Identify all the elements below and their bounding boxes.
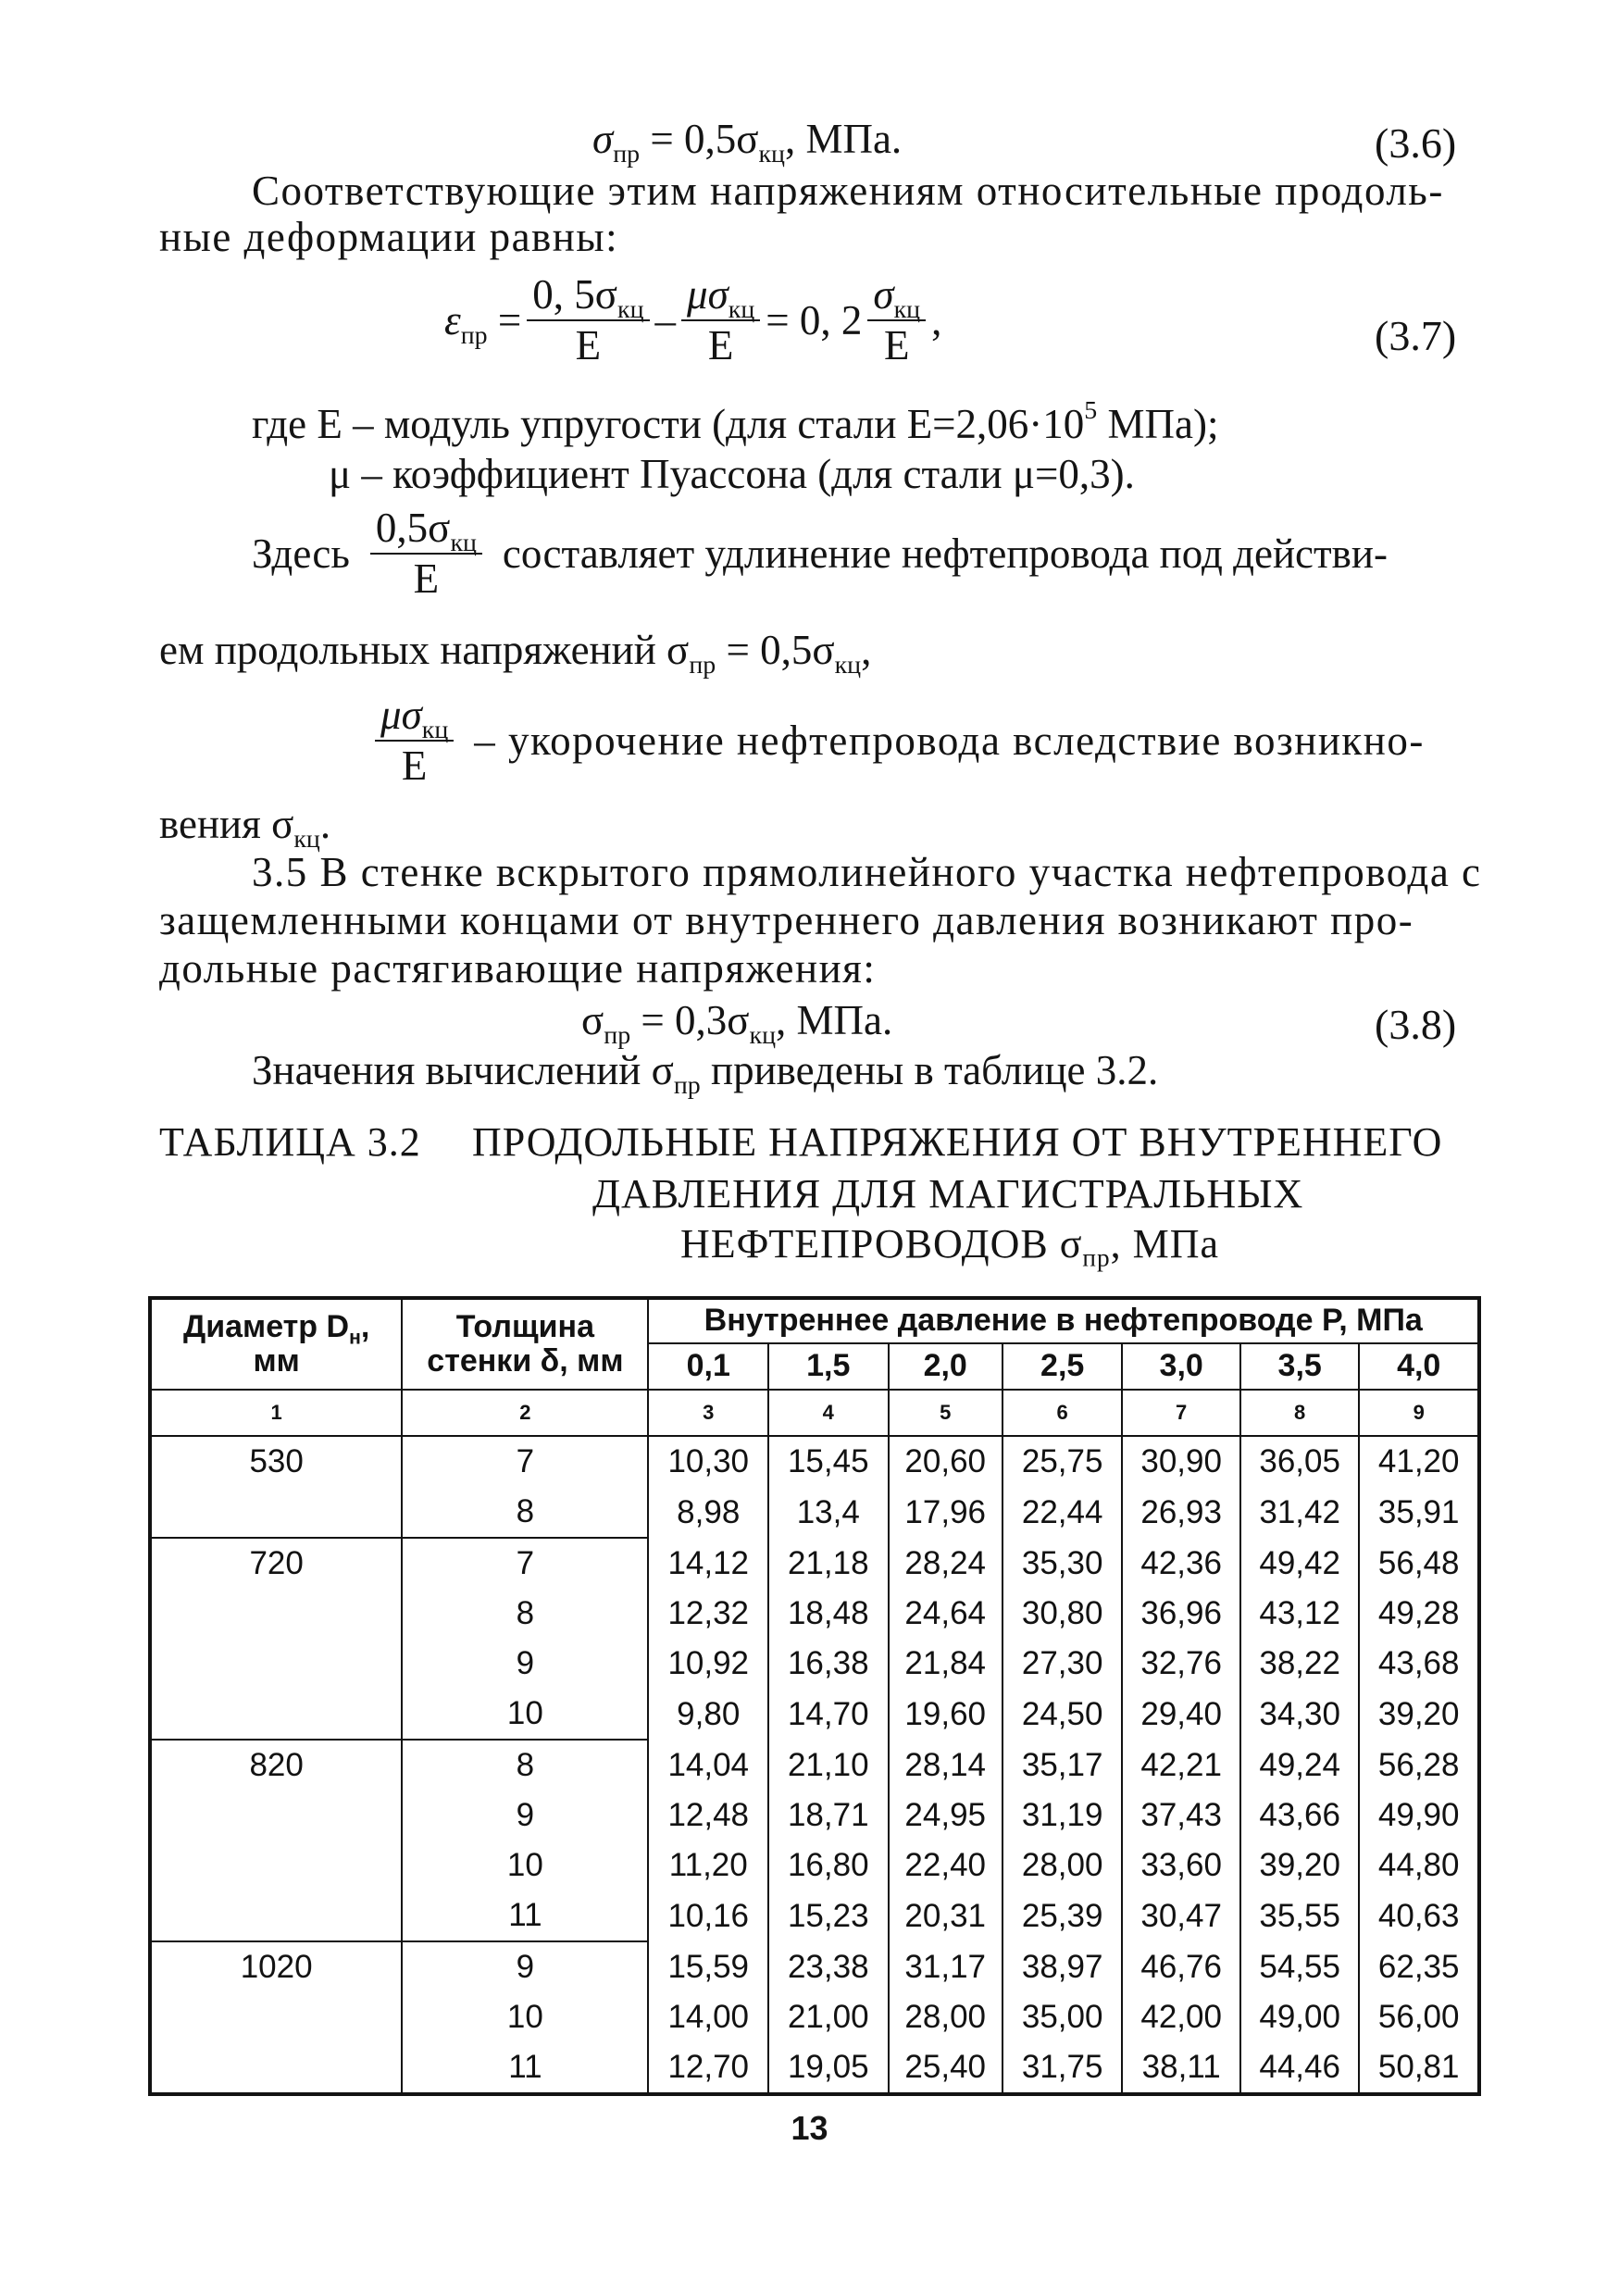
table-row (150, 1639, 1479, 1689)
cell-stress-value: 12,70 (648, 2042, 768, 2094)
cell-stress-value: 56,00 (1359, 1992, 1479, 2042)
subscript: пр (673, 1070, 701, 1100)
paragraph-text: , (861, 627, 872, 673)
definition-mu: μ – коэффициент Пуассона (для стали μ=0,3). (329, 451, 1135, 497)
cell-stress-value: 12,32 (648, 1589, 768, 1639)
cell-stress-value: 46,76 (1122, 1941, 1239, 1992)
header-diameter (150, 1298, 402, 1390)
cell-stress-value: 31,17 (889, 1941, 1003, 1992)
subscript: пр (689, 650, 716, 680)
subscript: н (349, 1326, 361, 1348)
cell-stress-value: 43,12 (1240, 1589, 1360, 1639)
cell-stress-value: 28,24 (889, 1538, 1003, 1589)
cell-wall-thickness: 11 (402, 1890, 648, 1941)
cell-wall-thickness: 8 (402, 1589, 648, 1639)
cell-stress-value: 35,30 (1003, 1538, 1123, 1589)
paragraph-line: дольные растягивающие напряжения: (159, 945, 877, 992)
cell-stress-value: 22,44 (1003, 1487, 1123, 1538)
cell-stress-value: 25,40 (889, 2042, 1003, 2094)
cell-diameter (150, 1992, 402, 2042)
cell-stress-value: 11,20 (648, 1841, 768, 1890)
header-pressure-value: 4,0 (1359, 1343, 1479, 1390)
cell-stress-value: 24,95 (889, 1791, 1003, 1841)
paragraph-word: Здесь (252, 530, 350, 577)
table-row (150, 1538, 1479, 1589)
cell-stress-value: 21,84 (889, 1639, 1003, 1689)
cell-stress-value: 14,12 (648, 1538, 768, 1589)
subscript: кц (758, 139, 785, 168)
zdes-line (252, 507, 1388, 600)
epsilon-symbol: ε (444, 296, 461, 343)
cell-wall-thickness: 7 (402, 1538, 648, 1589)
cell-wall-thickness: 9 (402, 1791, 648, 1841)
cell-stress-value: 39,20 (1240, 1841, 1360, 1890)
cell-stress-value: 30,47 (1122, 1890, 1239, 1941)
equation-3-8 (581, 997, 893, 1050)
paragraph-line: 3.5 В стенке вскрытого прямолинейного участка нефтепровода с (252, 849, 1482, 895)
cell-stress-value: 23,38 (768, 1941, 889, 1992)
column-number: 7 (1122, 1390, 1239, 1436)
column-number: 8 (1240, 1390, 1360, 1436)
cell-diameter (150, 2042, 402, 2094)
table-row (150, 1841, 1479, 1890)
fraction-denominator: E (575, 322, 602, 368)
fraction-numerator: 0,5σ (375, 505, 451, 551)
cell-stress-value: 35,91 (1359, 1487, 1479, 1538)
subscript: кц (293, 824, 320, 854)
paragraph-text: . (319, 801, 331, 847)
cell-stress-value: 42,36 (1122, 1538, 1239, 1589)
cell-stress-value: 26,93 (1122, 1487, 1239, 1538)
cell-stress-value: 35,17 (1003, 1740, 1123, 1791)
cell-stress-value: 16,80 (768, 1841, 889, 1890)
cell-diameter (150, 1689, 402, 1740)
cell-stress-value: 25,75 (1003, 1436, 1123, 1487)
cell-stress-value: 20,31 (889, 1890, 1003, 1941)
cell-wall-thickness: 8 (402, 1740, 648, 1791)
cell-stress-value: 21,10 (768, 1740, 889, 1791)
cell-stress-value: 44,80 (1359, 1841, 1479, 1890)
header-text: Толщина (455, 1308, 594, 1344)
equation-text: = 0,3σ (630, 997, 750, 1043)
fraction-denominator: E (401, 742, 428, 789)
stress-table (148, 1296, 1481, 2096)
cell-stress-value: 49,24 (1240, 1740, 1360, 1791)
paragraph-line (252, 1047, 1159, 1100)
cell-stress-value: 27,30 (1003, 1639, 1123, 1689)
cell-stress-value: 21,18 (768, 1538, 889, 1589)
paragraph-line: ные деформации равны: (159, 214, 619, 260)
table-caption-line (680, 1220, 1220, 1272)
fraction (681, 271, 760, 368)
cell-stress-value: 25,39 (1003, 1890, 1123, 1941)
equation-3-6 (592, 116, 903, 168)
cell-stress-value: 30,80 (1003, 1589, 1123, 1639)
cell-stress-value: 33,60 (1122, 1841, 1239, 1890)
caption-text: НЕФТЕПРОВОДОВ σ (680, 1221, 1083, 1267)
cell-stress-value: 50,81 (1359, 2042, 1479, 2094)
fraction-numerator: σ (873, 271, 894, 318)
paragraph-line (159, 801, 331, 854)
equation-text: = 0, 2 (766, 296, 863, 343)
table-row (150, 1487, 1479, 1538)
cell-stress-value: 18,71 (768, 1791, 889, 1841)
cell-stress-value: 49,42 (1240, 1538, 1360, 1589)
cell-wall-thickness: 11 (402, 2042, 648, 2094)
cell-stress-value: 12,48 (648, 1791, 768, 1841)
cell-wall-thickness: 9 (402, 1941, 648, 1992)
cell-diameter: 1020 (150, 1941, 402, 1992)
header-text: , (360, 1308, 370, 1344)
fraction (527, 271, 649, 368)
cell-stress-value: 24,50 (1003, 1689, 1123, 1740)
table-caption-label: ТАБЛИЦА 3.2 (159, 1119, 421, 1165)
paragraph-text: приведены в таблице 3.2. (700, 1047, 1159, 1093)
subscript: пр (613, 139, 641, 168)
cell-stress-value: 42,21 (1122, 1740, 1239, 1791)
cell-stress-value: 15,59 (648, 1941, 768, 1992)
equation-number-3-7: (3.7) (1375, 312, 1457, 359)
cell-stress-value: 49,00 (1240, 1992, 1360, 2042)
cell-stress-value: 10,30 (648, 1436, 768, 1487)
cell-stress-value: 15,45 (768, 1436, 889, 1487)
cell-stress-value: 13,4 (768, 1487, 889, 1538)
cell-stress-value: 9,80 (648, 1689, 768, 1740)
cell-stress-value: 16,38 (768, 1639, 889, 1689)
header-pressure: Внутреннее давление в нефтепроводе P, МПа (648, 1298, 1479, 1343)
column-number: 1 (150, 1390, 402, 1436)
cell-diameter: 720 (150, 1538, 402, 1589)
cell-diameter (150, 1791, 402, 1841)
cell-stress-value: 38,11 (1122, 2042, 1239, 2094)
cell-stress-value: 20,60 (889, 1436, 1003, 1487)
table-row (150, 1689, 1479, 1740)
cell-wall-thickness: 10 (402, 1992, 648, 2042)
fraction-denominator: E (413, 555, 440, 602)
cell-stress-value: 10,92 (648, 1639, 768, 1689)
cell-stress-value: 21,00 (768, 1992, 889, 2042)
cell-stress-value: 37,43 (1122, 1791, 1239, 1841)
paragraph-text: ем продольных напряжений σ (159, 627, 690, 673)
column-number: 5 (889, 1390, 1003, 1436)
equation-number-3-8: (3.8) (1375, 1001, 1457, 1048)
table-row (150, 1941, 1479, 1992)
cell-stress-value: 39,20 (1359, 1689, 1479, 1740)
cell-stress-value: 17,96 (889, 1487, 1003, 1538)
subscript: пр (604, 1020, 631, 1050)
page-number: 13 (791, 2109, 828, 2147)
header-pressure-value: 3,5 (1240, 1343, 1360, 1390)
fraction-denominator: E (707, 322, 734, 368)
table-row (150, 1890, 1479, 1941)
cell-stress-value: 49,28 (1359, 1589, 1479, 1639)
cell-stress-value: 31,75 (1003, 2042, 1123, 2094)
subscript: пр (1082, 1243, 1111, 1272)
column-number: 2 (402, 1390, 648, 1436)
cell-stress-value: 8,98 (648, 1487, 768, 1538)
header-wall-thickness (402, 1298, 648, 1390)
header-text: Диаметр D (183, 1308, 350, 1344)
table-row (150, 2042, 1479, 2094)
equation-unit: , МПа. (784, 116, 903, 162)
paragraph-text: – укорочение нефтепровода вследствие возникно- (474, 717, 1425, 764)
table-row (150, 1791, 1479, 1841)
cell-diameter (150, 1890, 402, 1941)
equation-number-3-6: (3.6) (1375, 119, 1457, 167)
fraction (375, 694, 454, 787)
cell-wall-thickness: 8 (402, 1487, 648, 1538)
cell-diameter: 530 (150, 1436, 402, 1487)
cell-stress-value: 56,28 (1359, 1740, 1479, 1791)
cell-stress-value: 43,66 (1240, 1791, 1360, 1841)
cell-diameter (150, 1589, 402, 1639)
fraction (370, 507, 482, 600)
table-caption-line: ПРОДОЛЬНЫЕ НАПРЯЖЕНИЯ ОТ ВНУТРЕННЕГО (472, 1119, 1443, 1165)
subscript: кц (421, 715, 449, 744)
cell-stress-value: 15,23 (768, 1890, 889, 1941)
cell-stress-value: 36,96 (1122, 1589, 1239, 1639)
cell-stress-value: 31,42 (1240, 1487, 1360, 1538)
paragraph-text: составляет удлинение нефтепровода под действи- (502, 530, 1388, 577)
cell-stress-value: 54,55 (1240, 1941, 1360, 1992)
column-number: 4 (768, 1390, 889, 1436)
table-row (150, 1436, 1479, 1487)
header-pressure-value: 2,0 (889, 1343, 1003, 1390)
subscript: кц (728, 294, 755, 324)
ukorochenie-line (375, 694, 1425, 787)
cell-stress-value: 35,55 (1240, 1890, 1360, 1941)
equation-text: = (487, 296, 522, 343)
cell-wall-thickness: 7 (402, 1436, 648, 1487)
definition-e (252, 396, 1219, 447)
cell-stress-value: 14,00 (648, 1992, 768, 2042)
cell-stress-value: 22,40 (889, 1841, 1003, 1890)
cell-stress-value: 43,68 (1359, 1639, 1479, 1689)
equation-text: , (931, 296, 942, 343)
cell-stress-value: 62,35 (1359, 1941, 1479, 1992)
cell-stress-value: 34,30 (1240, 1689, 1360, 1740)
header-unit: мм (253, 1343, 300, 1379)
cell-stress-value: 14,04 (648, 1740, 768, 1791)
cell-stress-value: 24,64 (889, 1589, 1003, 1639)
subscript: кц (893, 294, 921, 324)
subscript: кц (450, 528, 477, 557)
cell-stress-value: 14,70 (768, 1689, 889, 1740)
fraction-numerator: μσ (380, 692, 422, 738)
equation-3-7 (444, 271, 942, 368)
header-pressure-value: 2,5 (1003, 1343, 1123, 1390)
cell-stress-value: 56,48 (1359, 1538, 1479, 1589)
column-number: 3 (648, 1390, 768, 1436)
header-pressure-value: 1,5 (768, 1343, 889, 1390)
subscript: кц (749, 1020, 777, 1050)
cell-stress-value: 32,76 (1122, 1639, 1239, 1689)
cell-stress-value: 10,16 (648, 1890, 768, 1941)
header-pressure-value: 0,1 (648, 1343, 768, 1390)
cell-diameter (150, 1487, 402, 1538)
paragraph-line: защемленными концами от внутреннего давления возникают про- (159, 897, 1414, 943)
superscript: 5 (1084, 396, 1098, 426)
paragraph-line (159, 627, 872, 680)
subscript: кц (834, 650, 862, 680)
definition-text: где E – модуль упругости (для стали E=2,06·10 (252, 401, 1085, 447)
cell-stress-value: 38,22 (1240, 1639, 1360, 1689)
table-caption-line: ДАВЛЕНИЯ ДЛЯ МАГИСТРАЛЬНЫХ (592, 1171, 1304, 1217)
cell-stress-value: 36,05 (1240, 1436, 1360, 1487)
fraction-numerator: μσ (687, 271, 729, 318)
equation-text: = 0,5σ (640, 116, 759, 162)
cell-stress-value: 29,40 (1122, 1689, 1239, 1740)
cell-stress-value: 19,05 (768, 2042, 889, 2094)
sigma-symbol: σ (581, 997, 604, 1043)
cell-stress-value: 31,19 (1003, 1791, 1123, 1841)
cell-diameter (150, 1841, 402, 1890)
fraction (867, 271, 926, 368)
cell-wall-thickness: 10 (402, 1841, 648, 1890)
minus-sign: – (654, 296, 676, 343)
sigma-symbol: σ (592, 116, 614, 162)
cell-stress-value: 35,00 (1003, 1992, 1123, 2042)
header-pressure-value: 3,0 (1122, 1343, 1239, 1390)
table-row (150, 1589, 1479, 1639)
cell-stress-value: 18,48 (768, 1589, 889, 1639)
cell-diameter (150, 1639, 402, 1689)
column-number: 9 (1359, 1390, 1479, 1436)
cell-stress-value: 49,90 (1359, 1791, 1479, 1841)
cell-stress-value: 44,46 (1240, 2042, 1360, 2094)
cell-stress-value: 28,14 (889, 1740, 1003, 1791)
paragraph-text: вения σ (159, 801, 294, 847)
cell-stress-value: 28,00 (889, 1992, 1003, 2042)
subscript: пр (460, 320, 488, 350)
table-row (150, 1740, 1479, 1791)
cell-stress-value: 28,00 (1003, 1841, 1123, 1890)
caption-text: , МПа (1110, 1221, 1220, 1267)
cell-stress-value: 30,90 (1122, 1436, 1239, 1487)
cell-stress-value: 40,63 (1359, 1890, 1479, 1941)
fraction-numerator: 0, 5σ (532, 271, 618, 318)
column-number: 6 (1003, 1390, 1123, 1436)
paragraph-line: Соответствующие этим напряжениям относительные продоль- (252, 168, 1444, 214)
cell-stress-value: 19,60 (889, 1689, 1003, 1740)
table-row (150, 1992, 1479, 2042)
paragraph-text: = 0,5σ (716, 627, 835, 673)
cell-wall-thickness: 10 (402, 1689, 648, 1740)
cell-stress-value: 41,20 (1359, 1436, 1479, 1487)
fraction-denominator: E (884, 322, 910, 368)
header-text: стенки δ, мм (427, 1343, 624, 1379)
cell-diameter: 820 (150, 1740, 402, 1791)
cell-stress-value: 38,97 (1003, 1941, 1123, 1992)
definition-text: МПа); (1097, 401, 1219, 447)
cell-wall-thickness: 9 (402, 1639, 648, 1689)
subscript: кц (617, 294, 644, 324)
cell-stress-value: 42,00 (1122, 1992, 1239, 2042)
equation-unit: , МПа. (776, 997, 893, 1043)
paragraph-text: Значения вычислений σ (252, 1047, 674, 1093)
